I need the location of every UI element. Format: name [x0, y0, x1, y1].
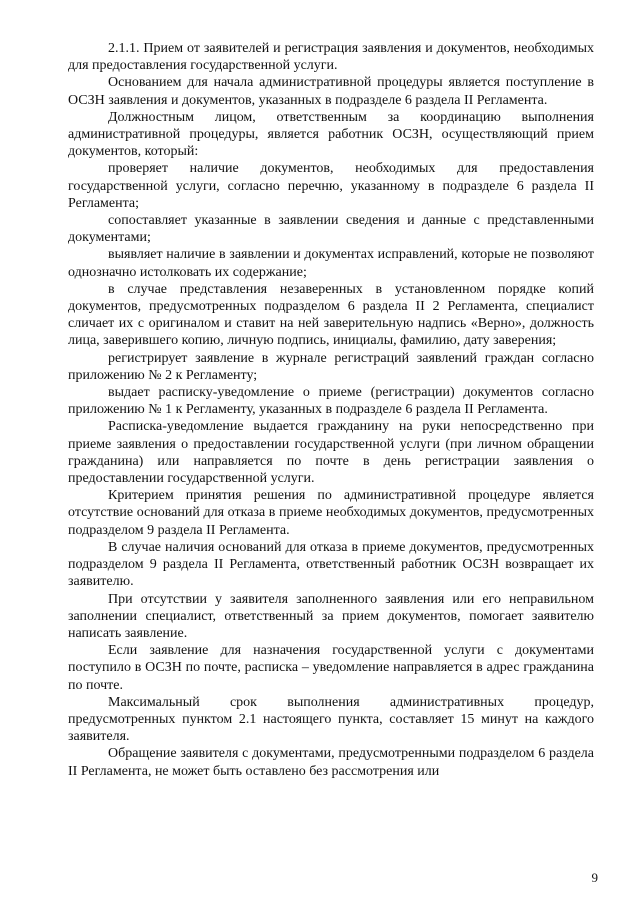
paragraph-checks-documents: проверяет наличие документов, необходимых для предоставления государственной услуги, согласно перечню, указанному в подразделе 6 раздела II Регламента;: [68, 161, 594, 211]
paragraph-detects-corrections: выявляет наличие в заявлении и документах исправлений, которые не позволяют однозначно истолковать их содержание;: [68, 247, 594, 280]
paragraph-issues-receipt: выдает расписку-уведомление о приеме (регистрации) документов согласно приложению № 1 к Регламенту, указанных в подразделе 6 раздела II Регламента.: [68, 385, 594, 418]
paragraph-help-filling: При отсутствии у заявителя заполненного заявления или его неправильном заполнении специалист, ответственный за прием документов, помогает заявителю написать заявление.: [68, 591, 594, 641]
page-number: 9: [591, 870, 598, 885]
paragraph-compares-data: сопоставляет указанные в заявлении сведения и данные с представленными документами;: [68, 213, 594, 246]
document-body: [68, 40, 594, 780]
paragraph-applicant-appeal: Обращение заявителя с документами, предусмотренными подразделом 6 раздела II Регламента, не может быть оставлено без рассмотрения или: [68, 746, 594, 779]
paragraph-receipt-delivery: Расписка-уведомление выдается гражданину на руки непосредственно при приеме заявления о предоставлении государственной услуги (при личном обращении гражданина) или направляется по почте в день регистрации заявления о предоставлении государственной услуги.: [68, 419, 594, 487]
paragraph-copy-certification: в случае представления незаверенных в установленном порядке копий документов, предусмотренных подразделом 6 раздела II 2 Регламента, специалист сличает их с оригиналом и ставит на ней заверительную надпись «Верно», должность лица, заверившего копию, личную подпись, инициалы, фамилию, дату заверения;: [68, 281, 594, 349]
paragraph-responsible-official: Должностным лицом, ответственным за координацию выполнения административной процедуры, является работник ОСЗН, осуществляющий прием документов, который:: [68, 109, 594, 160]
paragraph-postal-application: Если заявление для назначения государственной услуги с документами поступило в ОСЗН по почте, расписка – уведомление направляется в адрес гражданина по почте.: [68, 643, 594, 693]
paragraph-basis: Основанием для начала административной процедуры является поступление в ОСЗН заявления и документов, указанных в подразделе 6 раздела II Регламента.: [68, 75, 594, 108]
paragraph-2-1-1-heading: 2.1.1. Прием от заявителей и регистрация заявления и документов, необходимых для предоставления государственной услуги.: [68, 41, 594, 74]
paragraph-max-duration: Максимальный срок выполнения административных процедур, предусмотренных пунктом 2.1 настоящего пункта, составляет 15 минут на каждого заявителя.: [68, 694, 594, 745]
paragraph-decision-criterion: Критерием принятия решения по административной процедуре является отсутствие оснований для отказа в приеме необходимых документов, предусмотренных подразделом 9 раздела II Регламента.: [68, 488, 594, 538]
paragraph-registers-application: регистрирует заявление в журнале регистраций заявлений граждан согласно приложению № 2 к Регламенту;: [68, 350, 594, 383]
paragraph-refusal-grounds: В случае наличия оснований для отказа в приеме документов, предусмотренных подразделом 9 раздела II Регламента, ответственный работник ОСЗН возвращает их заявителю.: [68, 539, 594, 590]
